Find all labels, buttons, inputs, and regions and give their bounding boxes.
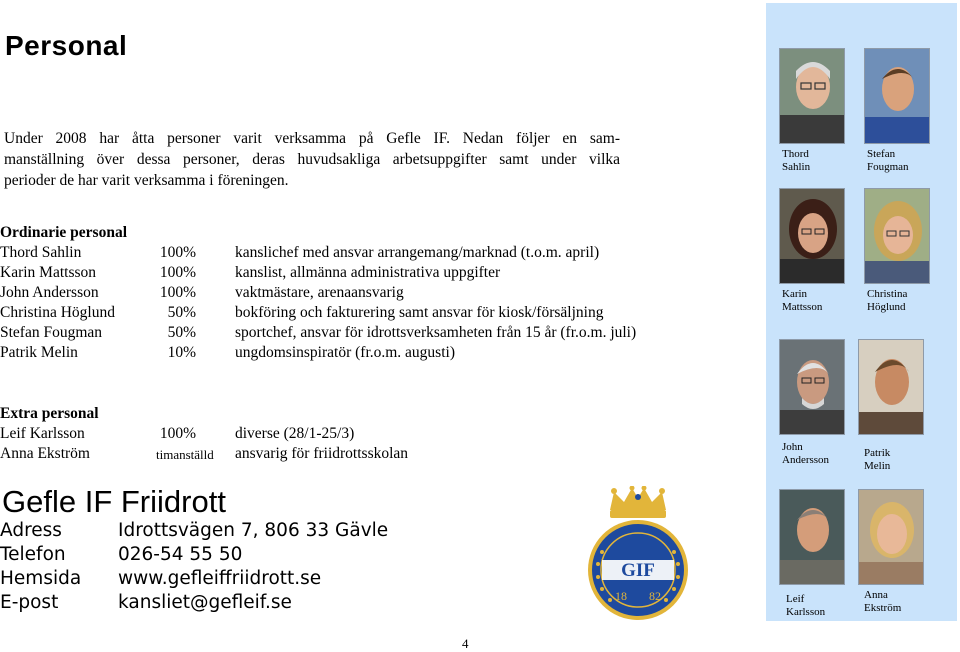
staff-role: ansvarig för friidrottsskolan bbox=[235, 445, 409, 462]
staff-role: vaktmästare, arenaansvarig bbox=[235, 284, 404, 301]
caption-first-name: Karin bbox=[782, 288, 808, 300]
caption-last-name: Fougman bbox=[867, 161, 909, 173]
staff-name: Leif Karlsson bbox=[0, 425, 85, 442]
ordinarie-table bbox=[0, 244, 700, 364]
intro-line: manställning över dessa personer, deras huvudsakliga arbetsuppgifter samt under vilka bbox=[4, 151, 620, 168]
staff-name: Stefan Fougman bbox=[0, 324, 103, 341]
staff-role: ungdomsinspiratör (fr.o.m. augusti) bbox=[235, 344, 455, 361]
caption-last-name: Mattsson bbox=[782, 301, 823, 313]
contact-row bbox=[0, 568, 560, 592]
portrait-photo bbox=[858, 339, 924, 435]
staff-role: sportchef, ansvar för idrottsverksamheten från 15 år (fr.o.m. juli) bbox=[235, 324, 637, 341]
club-logo-graphic bbox=[586, 486, 690, 622]
email-link[interactable]: kansliet@gefleif.se bbox=[118, 592, 292, 613]
staff-percent: 50% bbox=[167, 304, 196, 321]
contact-row bbox=[0, 520, 560, 544]
photo-card-patrik-melin bbox=[858, 339, 924, 472]
caption-last-name: Andersson bbox=[782, 454, 830, 466]
contact-label: Telefon bbox=[0, 544, 66, 565]
photo-caption bbox=[786, 593, 825, 619]
caption-first-name: Patrik bbox=[864, 447, 891, 459]
caption-first-name: Christina bbox=[867, 288, 908, 300]
club-logo bbox=[586, 486, 690, 622]
caption-first-name: Leif bbox=[786, 593, 805, 605]
staff-row bbox=[0, 244, 700, 264]
portrait-photo bbox=[779, 339, 845, 435]
staff-percent: timanställd bbox=[156, 447, 214, 462]
photo-card-john-andersson bbox=[779, 339, 845, 466]
intro-line: perioder de har varit verksamma i föreningen. bbox=[4, 172, 289, 189]
club-title: Gefle IF Friidrott bbox=[2, 484, 226, 519]
crown-icon bbox=[610, 486, 666, 518]
staff-row bbox=[0, 425, 700, 445]
caption-last-name: Ekström bbox=[864, 602, 902, 614]
address-value: Idrottsvägen 7, 806 33 Gävle bbox=[118, 520, 389, 541]
logo-year-right: 82 bbox=[649, 589, 661, 603]
logo-year-left: 18 bbox=[615, 589, 627, 603]
photo-card-leif-karlsson bbox=[779, 489, 845, 618]
portrait-photo bbox=[858, 489, 924, 585]
photo-card-karin-mattsson bbox=[779, 188, 845, 313]
staff-name: John Andersson bbox=[0, 284, 99, 301]
photo-caption bbox=[864, 447, 890, 473]
caption-first-name: Anna bbox=[864, 589, 888, 601]
staff-name: Christina Höglund bbox=[0, 304, 115, 321]
contact-label: E-post bbox=[0, 592, 59, 613]
contact-list bbox=[0, 520, 560, 616]
portrait-photo bbox=[779, 489, 845, 585]
staff-percent: 10% bbox=[167, 344, 196, 361]
staff-row bbox=[0, 304, 700, 324]
caption-first-name: Stefan bbox=[867, 148, 896, 160]
staff-percent: 50% bbox=[167, 324, 196, 341]
caption-first-name: John bbox=[782, 441, 803, 453]
staff-name: Thord Sahlin bbox=[0, 244, 82, 261]
staff-percent: 100% bbox=[159, 425, 196, 442]
staff-name: Karin Mattsson bbox=[0, 264, 97, 281]
extra-heading: Extra personal bbox=[0, 405, 99, 422]
staff-name: Anna Ekström bbox=[0, 445, 90, 462]
staff-role: bokföring och fakturering samt ansvar för kiosk/försäljning bbox=[235, 304, 604, 321]
staff-role: diverse (28/1-25/3) bbox=[235, 425, 355, 442]
staff-percent: 100% bbox=[159, 244, 196, 261]
phone-value: 026-54 55 50 bbox=[118, 544, 243, 565]
intro-paragraph bbox=[4, 128, 620, 191]
portrait-photo bbox=[779, 188, 845, 284]
caption-last-name: Melin bbox=[864, 460, 891, 472]
page-number: 4 bbox=[462, 636, 469, 651]
page-title: Personal bbox=[5, 30, 128, 61]
contact-row bbox=[0, 592, 560, 616]
logo-letters: GIF bbox=[621, 560, 655, 581]
staff-row bbox=[0, 445, 700, 465]
staff-role: kanslichef med ansvar arrangemang/marknad (t.o.m. april) bbox=[235, 244, 600, 261]
contact-row bbox=[0, 544, 560, 568]
photo-caption bbox=[867, 148, 909, 174]
photo-card-anna-ekstrom bbox=[858, 489, 924, 614]
contact-label: Adress bbox=[0, 520, 62, 541]
staff-row bbox=[0, 264, 700, 284]
staff-row bbox=[0, 284, 700, 304]
website-link[interactable]: www.gefleiffriidrott.se bbox=[118, 568, 322, 589]
photo-caption bbox=[782, 148, 810, 174]
photo-caption bbox=[782, 288, 822, 314]
caption-last-name: Höglund bbox=[867, 301, 906, 313]
portrait-photo bbox=[864, 188, 930, 284]
staff-row bbox=[0, 324, 700, 344]
photo-card-stefan-fougman bbox=[864, 48, 930, 173]
caption-first-name: Thord bbox=[782, 148, 809, 160]
caption-last-name: Karlsson bbox=[786, 606, 826, 618]
photo-caption bbox=[864, 589, 901, 615]
intro-line: Under 2008 har åtta personer varit verksamma på Gefle IF. Nedan följer en sam- bbox=[4, 130, 620, 147]
ordinarie-heading: Ordinarie personal bbox=[0, 224, 128, 241]
contact-label: Hemsida bbox=[0, 568, 82, 589]
portrait-photo bbox=[779, 48, 845, 144]
staff-row bbox=[0, 344, 700, 364]
extra-table bbox=[0, 425, 700, 465]
photo-caption bbox=[867, 288, 907, 314]
staff-name: Patrik Melin bbox=[0, 344, 78, 361]
photo-card-thord-sahlin bbox=[779, 48, 845, 173]
staff-percent: 100% bbox=[159, 264, 196, 281]
photo-caption bbox=[782, 441, 829, 467]
portrait-photo bbox=[864, 48, 930, 144]
staff-percent: 100% bbox=[159, 284, 196, 301]
photo-card-christina-hoglund bbox=[864, 188, 930, 313]
staff-photo-panel bbox=[766, 3, 957, 621]
staff-role: kanslist, allmänna administrativa uppgifter bbox=[235, 264, 501, 281]
caption-last-name: Sahlin bbox=[782, 161, 811, 173]
